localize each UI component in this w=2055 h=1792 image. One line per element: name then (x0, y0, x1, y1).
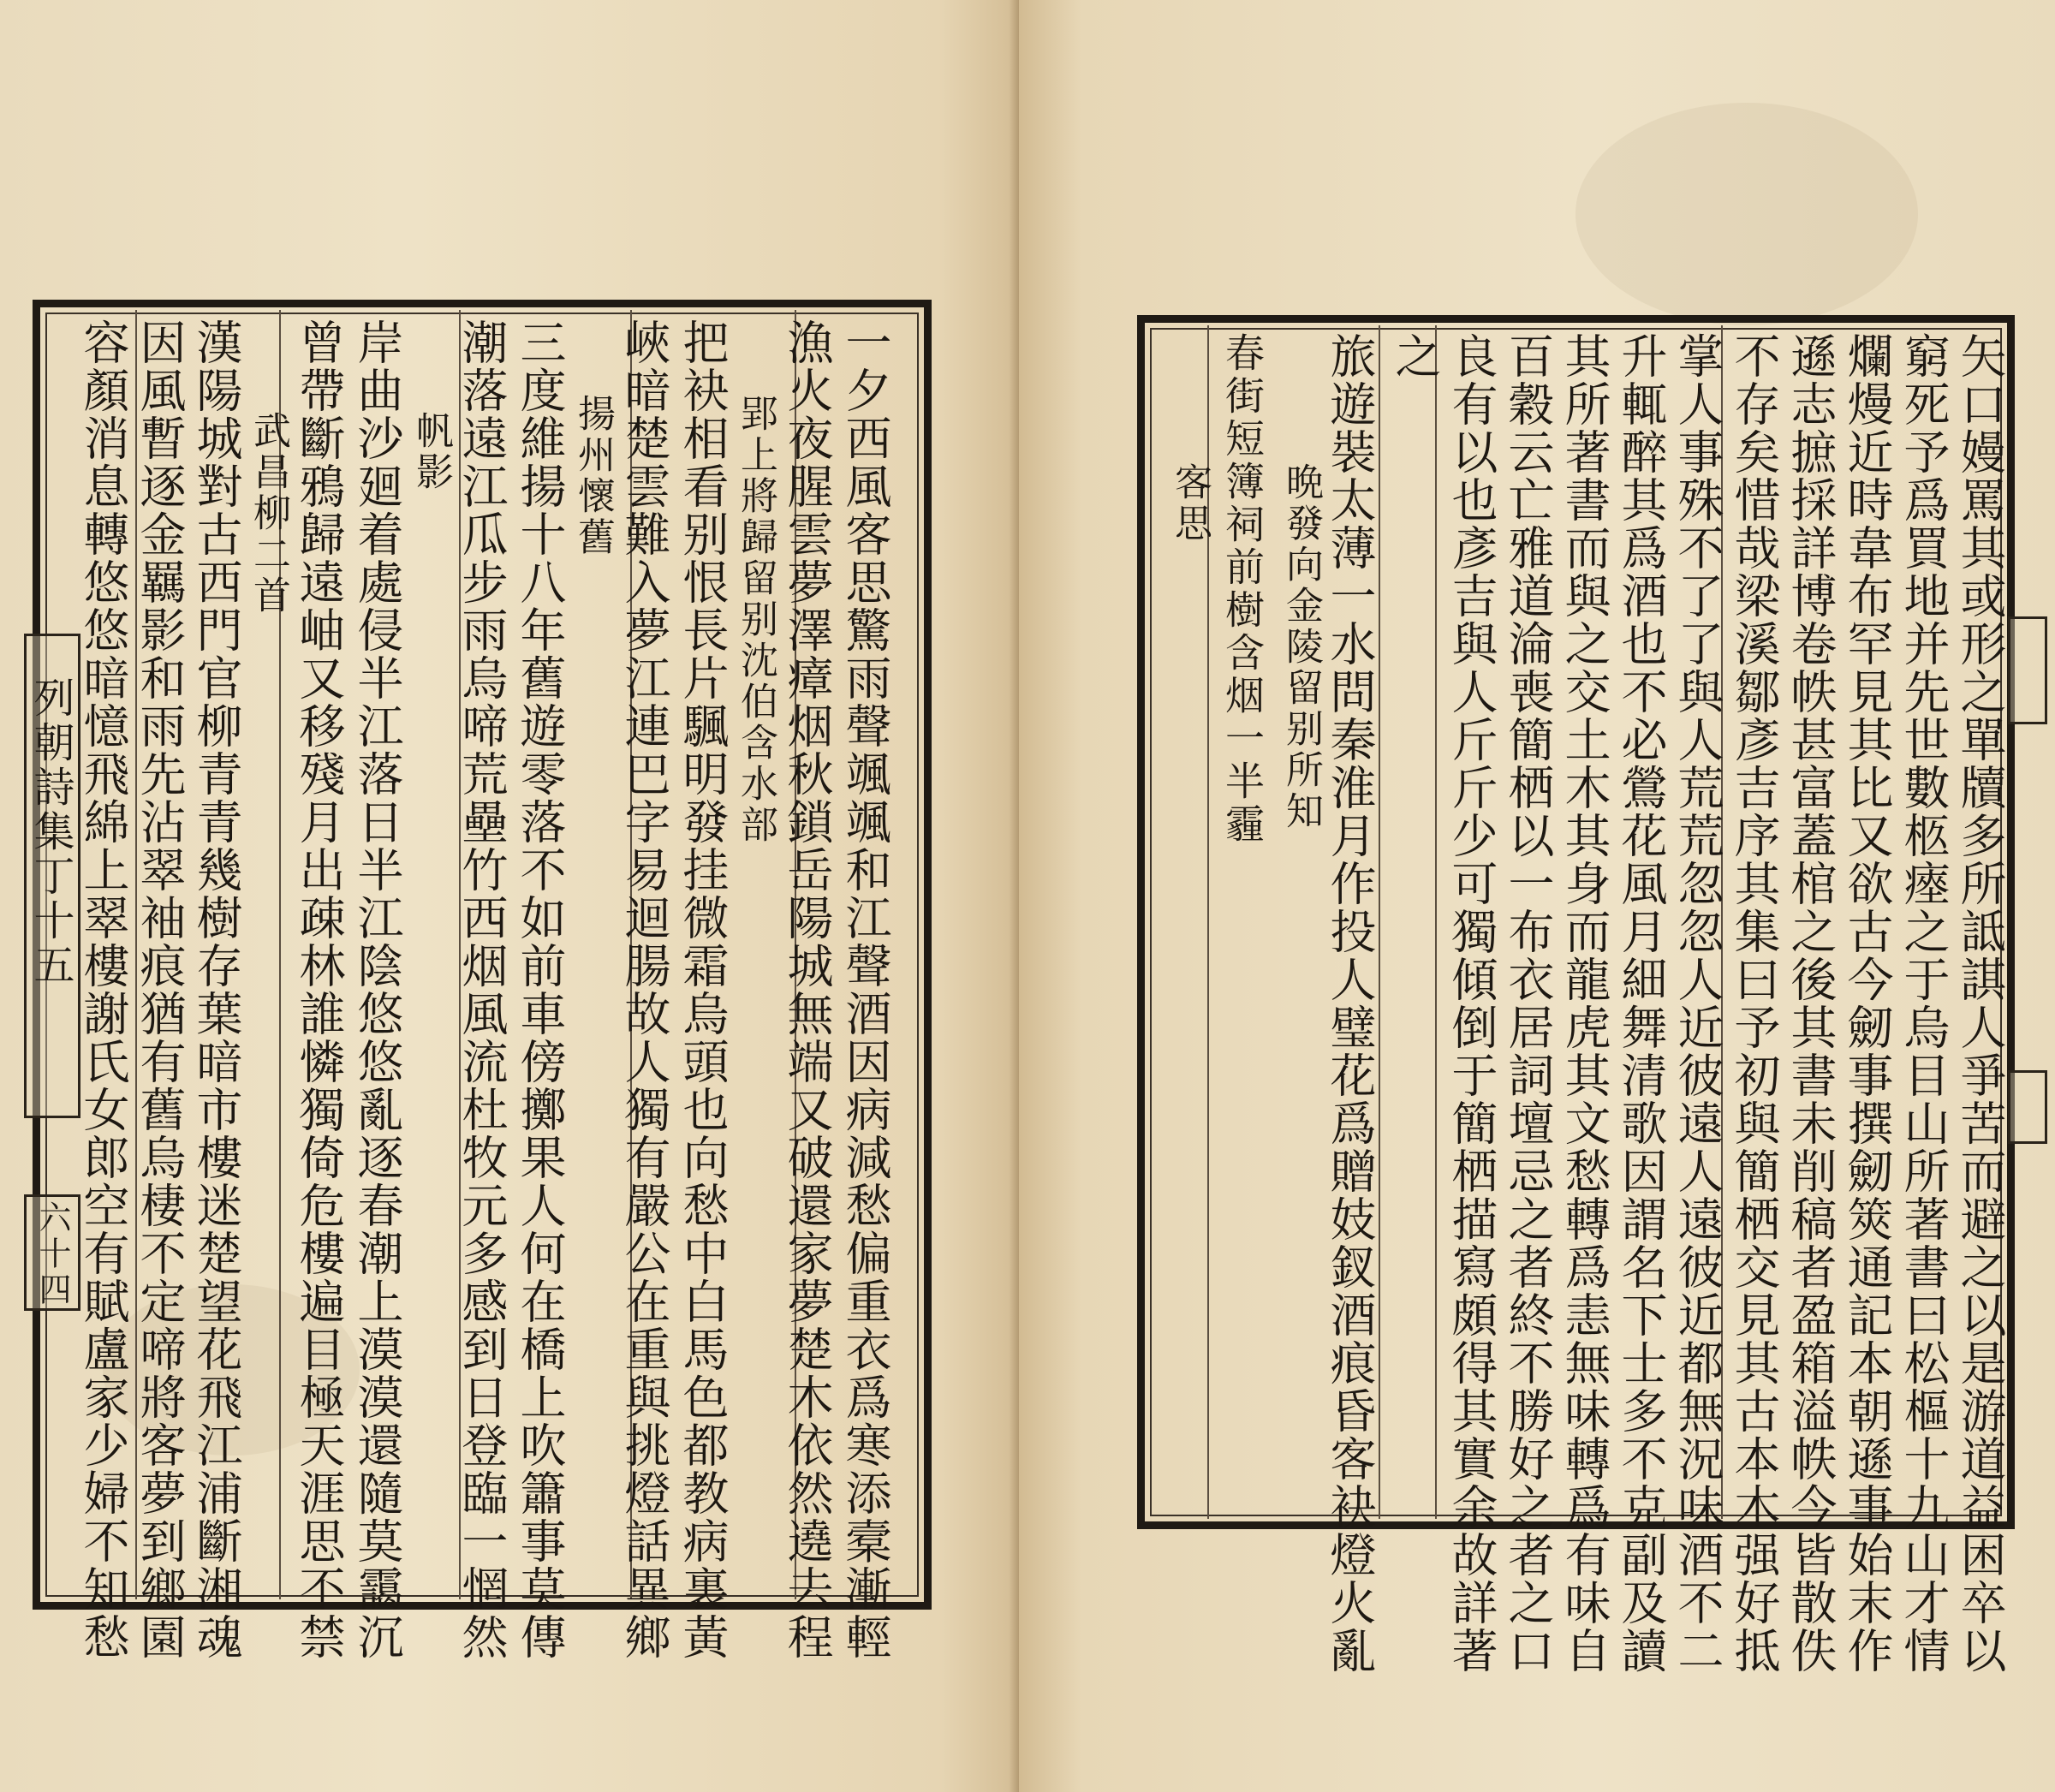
text-column: 漢陽城對古西門官柳青青幾樹存葉暗市樓迷楚望花飛江浦斷湘魂 (189, 319, 243, 1661)
text-column: 掌人事殊不了了與人荒荒忽忽人近彼遠人遠彼近都無況味酒不二 (1671, 332, 1724, 1675)
text-column: 遜志摭採詳博卷帙甚富蓋棺之後其書未削稿者盈箱溢帙今皆散佚 (1784, 332, 1838, 1675)
text-column: 容顏消息轉悠悠暗憶飛綿上翠樓謝氏女郎空有賦盧家少婦不知愁 (76, 319, 130, 1661)
text-column: 矢口嫚罵其或形之單牘多所詆諆人爭苦而避之以是游道益困卒以 (1953, 332, 2007, 1675)
poem-title: 晩發向金陵留别所知 (1279, 462, 1323, 832)
text-column: 岸曲沙廻着處侵半江落日半江陰悠悠亂逐春潮上漠漠還隨莫靄沉 (350, 319, 404, 1661)
text-column: 升輒醉其爲酒也不必鶯花風月細舞清歌因謂名下士多不克副及讀 (1614, 332, 1668, 1675)
text-column: 一夕西風客思驚雨聲颯颯和江聲酒因病減愁偏重衣爲寒添槖漸輕 (838, 319, 892, 1661)
poem-title: 帆影 (409, 411, 453, 493)
text-column: 漁火夜腥雲夢澤瘴烟秋鎖岳陽城無端又破還家夢楚木依然遶去程 (780, 319, 834, 1661)
text-column: 曾帶斷鴉歸遠岫又移殘月出疎林誰憐獨倚危樓遍目極天涯思不禁 (292, 319, 346, 1661)
text-column: 爛熳近時韋布罕見其比又欲古今劒事撰劒筴通記本朝遜事始末作 (1840, 332, 1894, 1675)
poem-title: 揚州懷舊 (571, 394, 615, 558)
fold-tab (2008, 616, 2047, 724)
fold-tab (2008, 1070, 2047, 1144)
column-rule (1435, 325, 1437, 1519)
text-column: 峽暗楚雲難入夢江連巴字易迴腸故人獨有嚴公在重與挑燈話異鄉 (617, 319, 671, 1661)
margin-title: 列朝詩集丁十五 (27, 676, 74, 988)
left-page (0, 0, 1021, 1792)
poem-title: 武昌柳二首 (247, 411, 290, 616)
text-column: 春街短簿祠前樹含烟一半霾 (1219, 332, 1266, 846)
text-column: 三度維揚十八年舊遊零落不如前車傍擲果人何在橋上吹簫事莫傳 (513, 319, 567, 1661)
text-column: 百穀云亡雅道淪喪簡栖以一布衣居詞壇忌之者終不勝好之者之口 (1501, 332, 1555, 1675)
text-column: 不存矣惜哉梁溪鄒彥吉序其集曰予初與簡栖交見其古本木强好抵 (1727, 332, 1781, 1675)
page-number: 六十四 (33, 1200, 71, 1308)
text-column: 旅遊裝太薄一水問秦淮月作投人璧花爲贈妓釵酒痕昏客袂燈火亂 (1323, 332, 1377, 1675)
paper-stain (1576, 103, 1918, 325)
text-column: 把袂相看别恨長片颿明發挂微霜烏頭也向愁中白馬色都教病裏黃 (676, 319, 730, 1661)
poem-title: 郢上將歸留别沈伯含水部 (734, 394, 777, 846)
text-column: 潮落遠江瓜步雨烏啼荒壘竹西烟風流杜牧元多感到日登臨一惘然 (455, 319, 509, 1661)
text-column: 良有以也彥吉與人斤斤少可獨傾倒于簡栖描寫頗得其實余故詳著 (1444, 332, 1498, 1675)
text-column: 之 (1388, 332, 1442, 380)
text-column: 因風暫逐金羈影和雨先沾翠袖痕猶有舊烏棲不定啼將客夢到鄉園 (133, 319, 187, 1661)
text-column: 其所著書而與之交土木其身而龍虎其文愁轉爲恚無味轉爲有味自 (1558, 332, 1611, 1675)
column-rule (1379, 325, 1380, 1519)
text-column: 窮死予爲買地并先世數柩瘞之于烏目山所著書曰松樞十九山才情 (1897, 332, 1951, 1675)
poem-title: 客思 (1168, 462, 1212, 545)
